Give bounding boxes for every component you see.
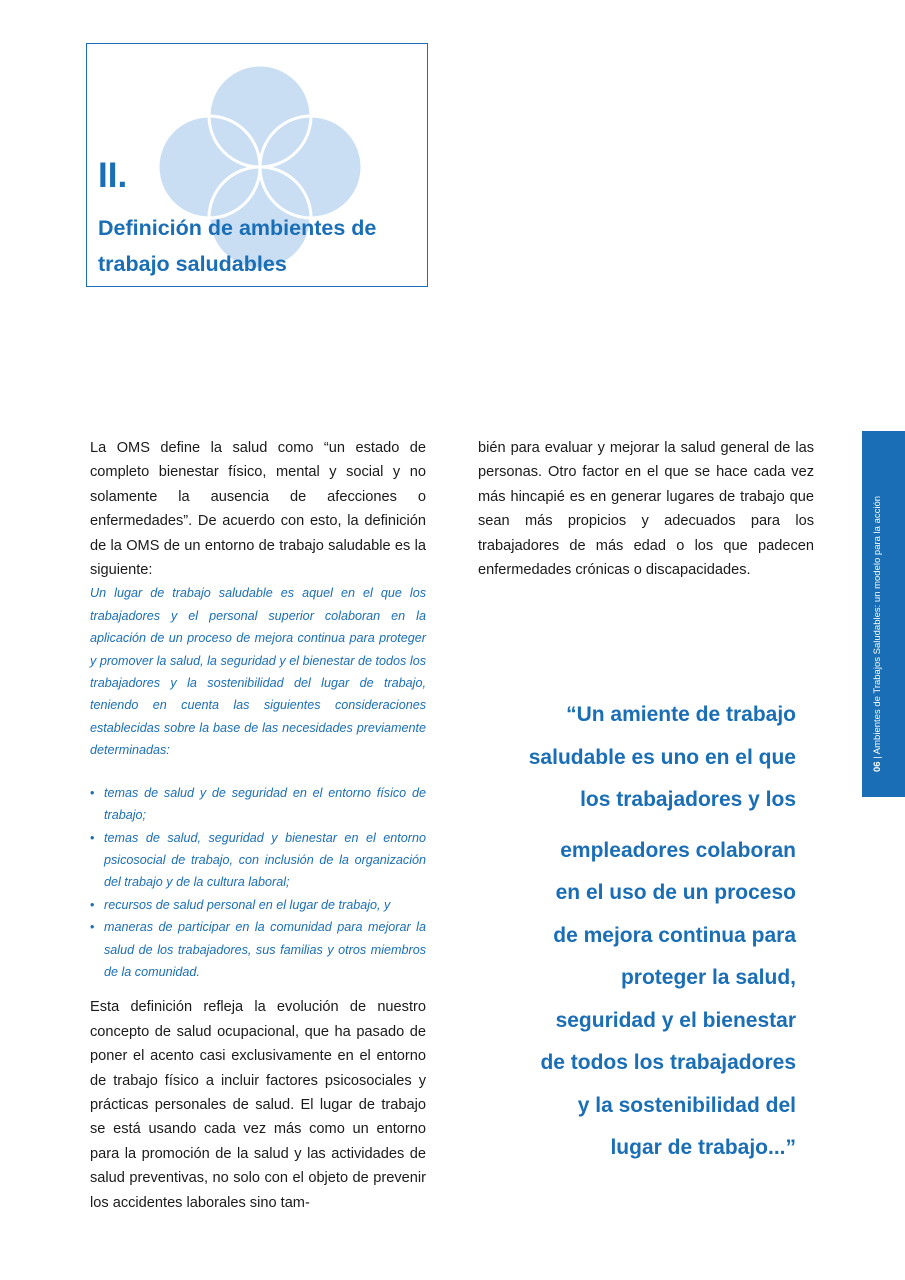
page-number: 06 — [872, 761, 883, 772]
left-column — [90, 436, 426, 1215]
chapter-title: Definición de ambientes de trabajo saludables — [98, 216, 377, 276]
bullet-icon: • — [90, 920, 95, 935]
pull-quote-line: de mejora continua para — [553, 923, 796, 947]
list-item: • temas de salud, seguridad y bienestar en el entorno psicosocial de trabajo, con inclusión de la organización del trabajo y de la cultura laboral; — [90, 827, 426, 894]
list-item: • recursos de salud personal en el lugar de trabajo, y — [90, 894, 426, 916]
pull-quote-line: lugar de trabajo...” — [610, 1136, 796, 1159]
bullet-icon: • — [90, 785, 95, 800]
list-item: • temas de salud y de seguridad en el entorno físico de trabajo; — [90, 782, 426, 827]
pull-quote-line: de todos los trabajadores — [540, 1051, 796, 1074]
side-tab — [862, 431, 905, 797]
chapter-title-box — [86, 43, 428, 287]
right-column — [478, 436, 814, 582]
bullet-icon: • — [90, 897, 95, 912]
list-item: • maneras de participar en la comunidad para mejorar la salud de los trabajadores, sus familias y otros miembros de la comunidad. — [90, 916, 426, 983]
evolution-paragraph-end: bién para evaluar y mejorar la salud general de las personas. Otro factor en el que se hace cada vez más hincapié es en generar lugares de trabajo que sean más propicios y adecuados para los trabajadores de más edad o los que padecen enfermedades crónicas o discapacidades. — [478, 440, 814, 579]
bullet-icon: • — [90, 830, 95, 845]
publication-title: Ambientes de Trabajos Saludables: un modelo para la acción — [872, 495, 883, 755]
pull-quote-line: y la sostenibilidad del — [577, 1093, 796, 1117]
definition-paragraph: Un lugar de trabajo saludable es aquel en el que los trabajadores y el personal superior colaboran en la aplicación de un proceso de mejora continua para proteger y promover la salud, la seguridad y el bienestar de todos los trabajadores y la sostenibilidad del lugar de trabajo, teniendo en cuenta las siguientes consideraciones establecidas sobre la base de las necesidades previamente determinadas: — [90, 586, 426, 758]
evolution-paragraph-start: Esta definición refleja la evolución de nuestro concepto de salud ocupacional, que ha pasado de poner el acento casi exclusivamente en el entorno de trabajo físico a incluir factores psicosociales y prácticas personales de salud. El lugar de trabajo se está usando cada vez más como un entorno para la promoción de la salud y las actividades de salud preventivas, no solo con el objeto de prevenir los accidentes laborales sino tam- — [90, 999, 426, 1211]
pull-quote-line: “Un amiente de trabajo — [566, 703, 796, 726]
considerations-list — [90, 782, 426, 984]
separator: | — [872, 756, 883, 759]
pull-quote-line: proteger la salud, — [620, 966, 796, 989]
pull-quote — [486, 694, 796, 1170]
pull-quote-line: empleadores colaboran — [560, 838, 796, 862]
pull-quote-line: seguridad y el bienestar — [555, 1008, 796, 1032]
running-header — [866, 432, 890, 780]
chapter-number: II. — [98, 156, 128, 195]
intro-paragraph: La OMS define la salud como “un estado de completo bienestar físico, mental y social y no solamente la ausencia de afecciones o enfermedades”. De acuerdo con esto, la definición de la OMS de un entorno de trabajo saludable es la siguiente: — [90, 440, 426, 579]
pull-quote-line: en el uso de un proceso — [555, 881, 796, 904]
pull-quote-line: saludable es uno en el que — [528, 745, 796, 769]
pull-quote-line: los trabajadores y los — [580, 788, 796, 811]
